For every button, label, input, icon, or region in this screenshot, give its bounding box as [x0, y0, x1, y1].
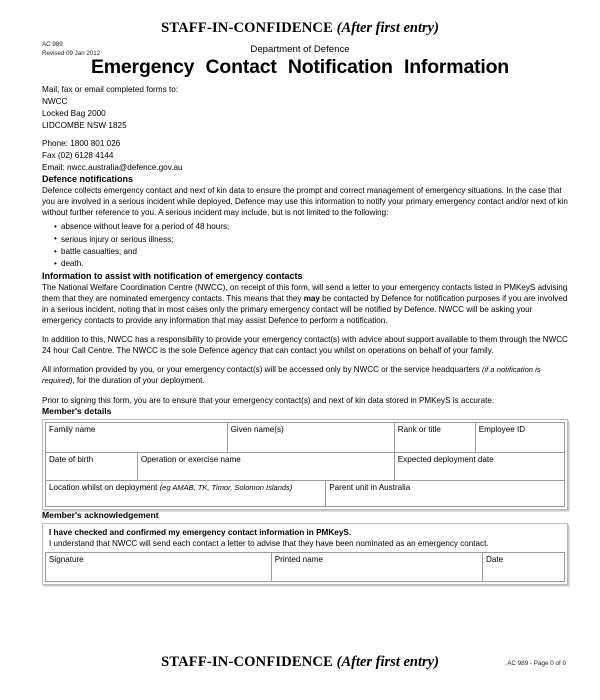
department-line: Department of Defence [250, 44, 350, 55]
info-paragraph-3 [42, 364, 572, 387]
field-employee-id[interactable]: Employee ID [475, 422, 564, 452]
address-org: NWCC [42, 97, 68, 107]
email-line: Email: nwcc.australia@defence.gov.au [42, 163, 183, 173]
deployment-location-example: (eg AMAB, TK, Timor, Solomon Islands) [159, 482, 293, 492]
info-p1-before: The National Welfare Coordination Centre (NWCC), on receipt of this form, will send a letter to your emergency contacts listed in PMKeyS advising them that they are nominated emergency contacts. This means that they [42, 282, 568, 303]
address-line-1: Locked Bag 2000 [42, 109, 106, 119]
acknowledgement-statement: I have checked and confirmed my emergency contact information in PMKeyS. [49, 527, 352, 537]
list-item: • serious injury or serious illness; [54, 234, 572, 246]
submission-address-block [42, 84, 572, 174]
info-p3-before: All information provided by you, or your emergency contact(s) will be accessed only by NWCC or the service headquarters [42, 364, 482, 374]
defence-notifications-heading: Defence notifications [42, 174, 134, 185]
fax-line: Fax (02) 6128 4144 [42, 151, 114, 161]
info-paragraph-4: Prior to signing this form, you are to ensure that your emergency contact(s) and next of kin data stored in PMKeyS is accurate. [42, 395, 495, 405]
table-row [46, 452, 565, 480]
list-item: • absence without leave for a period of 48 hours; [54, 221, 572, 233]
field-rank-or-title[interactable]: Rank or title [394, 422, 475, 452]
form-revised-date: Revised 09 Jan 2012 [42, 49, 101, 57]
field-printed-name[interactable]: Printed name [271, 552, 482, 581]
field-deployment-location[interactable] [46, 480, 326, 506]
members-details-table [45, 422, 565, 507]
members-details-frame [42, 419, 568, 510]
deployment-location-label: Location whilst on deployment [49, 482, 160, 492]
table-row [46, 552, 565, 581]
info-paragraph-1 [42, 282, 572, 326]
info-paragraph-2: In addition to this, NWCC has a responsibility to provide your emergency contact(s) with advice about support available to them through the NWCC 24 hour Call Centre. The NWCC is the sole Defence agency that can contact you whilst on operations on behalf of your family. [42, 334, 568, 355]
list-item: • death. [54, 258, 572, 270]
classification-paren-text: (After first entry) [336, 654, 439, 670]
address-line-2: LIDCOMBE NSW 1825 [42, 121, 127, 131]
defence-notifications-paragraph: Defence collects emergency contact and next of kin data to ensure the prompt and correct management of emergency situations. In the case that you are involved in a serious incident while deployed, Defence may use this information to notify your primary emergency contact and/or next of kin without further reference to you. A serious incident may include, but is not limited to the following: [42, 186, 568, 218]
field-expected-deployment-date[interactable]: Expected deployment date [394, 452, 564, 480]
classification-main-text: STAFF-IN-CONFIDENCE [161, 654, 333, 670]
address-intro: Mail, fax or email completed forms to: [42, 85, 179, 94]
serious-incident-list [42, 221, 572, 270]
field-parent-unit[interactable]: Parent unit in Australia [326, 480, 565, 506]
members-details-heading: Member's details [42, 405, 112, 416]
acknowledgement-inner [45, 526, 565, 582]
field-given-names[interactable]: Given name(s) [227, 422, 394, 452]
field-date-of-birth[interactable]: Date of birth [46, 452, 138, 480]
info-p1-after: be contacted by Defence for notification purposes if you are involved in a serious incident, noting that in most cases only the primary emergency contact will be notified by Defence. NWCC will be asking your emergency contacts to provide any information that may assist Defence to perform a notification. [42, 293, 568, 325]
acknowledgement-heading: Member's acknowledgement [42, 509, 159, 520]
page-title: Emergency Contact Notification Information [90, 56, 510, 78]
info-p3-after: , for the duration of your deployment. [72, 376, 205, 386]
field-date[interactable]: Date [482, 552, 564, 581]
classification-main-text: STAFF-IN-CONFIDENCE [161, 20, 333, 36]
info-p3-condition: (if a notification is required) [42, 364, 541, 386]
table-row [46, 422, 565, 452]
acknowledgement-frame [42, 523, 568, 585]
phone-line: Phone: 1800 801 026 [42, 139, 121, 149]
document-body [42, 84, 572, 585]
form-number: AC 989 [42, 41, 63, 48]
field-family-name[interactable]: Family name [46, 422, 228, 452]
footer-page-code: AC 989 - Page 0 of 0 [507, 660, 566, 667]
top-classification-banner [0, 20, 600, 37]
classification-paren-text: (After first entry) [336, 20, 439, 36]
acknowledgement-table [45, 552, 565, 582]
acknowledgement-substatement: I understand that NWCC will send each contact a letter to advise that they have been nominated as an emergency contact. [49, 539, 489, 549]
field-signature[interactable]: Signature [46, 552, 272, 581]
table-row [46, 480, 565, 506]
info-p1-emphasis: may [303, 293, 320, 303]
list-item: • battle casualties; and [54, 246, 572, 258]
info-section-heading: Information to assist with notification of emergency contacts [42, 270, 303, 281]
field-operation-name[interactable]: Operation or exercise name [137, 452, 394, 480]
